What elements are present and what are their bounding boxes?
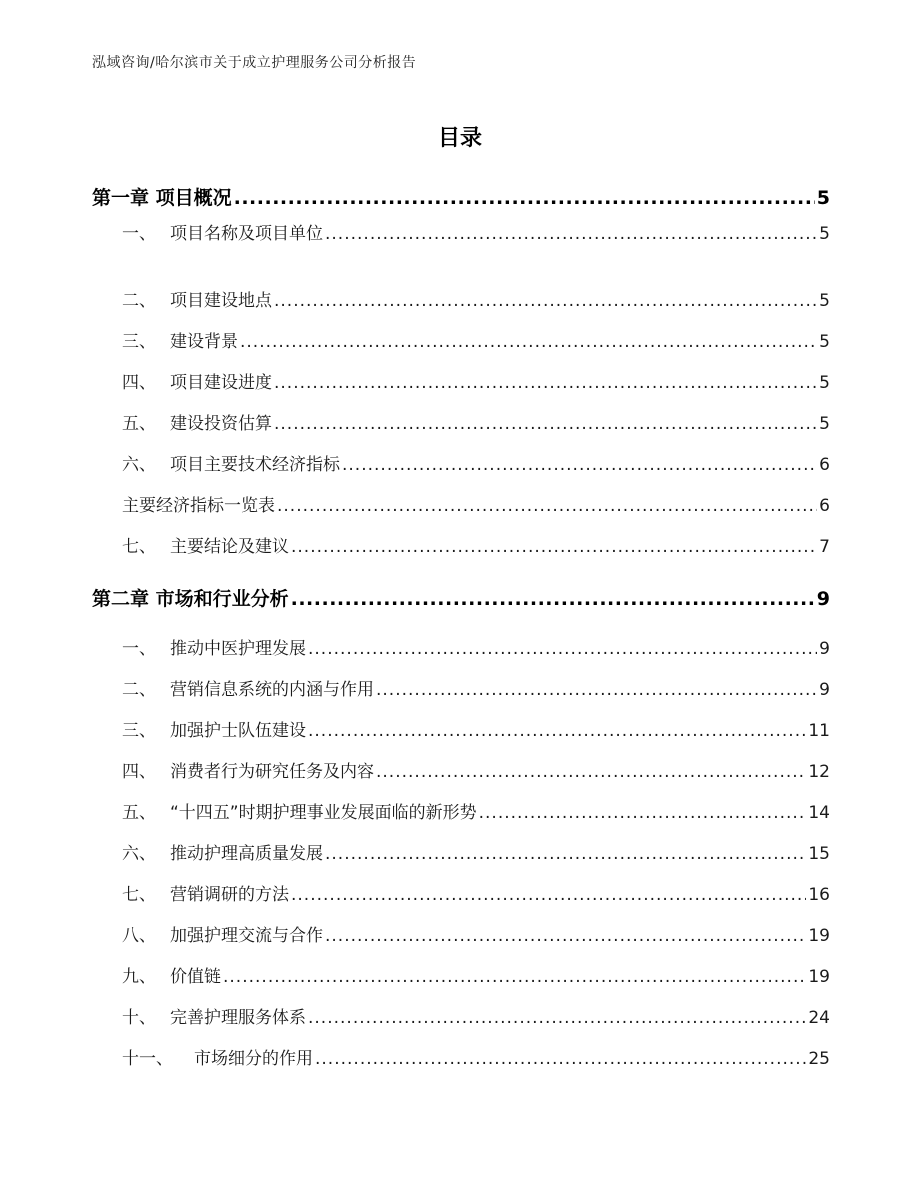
toc-page-number: 19	[808, 967, 830, 987]
toc-section[interactable]	[92, 716, 830, 741]
toc-page-number: 5	[819, 373, 830, 393]
toc-section[interactable]	[92, 219, 830, 244]
toc-section[interactable]	[92, 368, 830, 393]
toc-entry-label: 建设投资估算	[170, 414, 272, 434]
toc-section-number: 二、	[122, 680, 156, 700]
toc-section-number: 六、	[122, 455, 156, 475]
toc-page-number: 24	[808, 1008, 830, 1028]
toc-dot-leader	[325, 224, 817, 244]
toc-page-number: 6	[819, 496, 830, 516]
toc-section[interactable]	[92, 880, 830, 905]
toc-section[interactable]	[92, 1044, 830, 1069]
toc-page-number: 9	[816, 588, 830, 610]
toc-section[interactable]	[92, 634, 830, 659]
toc-page-number: 19	[808, 926, 830, 946]
toc-page-number: 5	[819, 414, 830, 434]
toc-section[interactable]	[92, 798, 830, 823]
toc-section[interactable]	[92, 286, 830, 311]
toc-dot-leader	[274, 414, 817, 434]
toc-entry-label: 推动护理高质量发展	[170, 844, 323, 864]
toc-entry-label: 市场细分的作用	[194, 1049, 313, 1069]
toc-entry-label: 项目名称及项目单位	[170, 224, 323, 244]
toc-table-entry[interactable]	[92, 491, 830, 516]
toc-section-number: 五、	[122, 803, 156, 823]
toc-dot-leader	[277, 496, 817, 516]
toc-dot-leader	[342, 455, 817, 475]
toc-entry-label: 项目主要技术经济指标	[170, 455, 340, 475]
toc-section-number: 七、	[122, 885, 156, 905]
toc-dot-leader	[308, 1008, 806, 1028]
toc-dot-leader	[291, 588, 815, 610]
toc-entry-label: “十四五”时期护理事业发展面临的新形势	[170, 803, 477, 823]
toc-section[interactable]	[92, 327, 830, 352]
toc-page-number: 11	[808, 721, 830, 741]
toc-entry-label: 完善护理服务体系	[170, 1008, 306, 1028]
toc-section[interactable]	[92, 675, 830, 700]
toc-section[interactable]	[92, 757, 830, 782]
toc-page-number: 9	[819, 680, 830, 700]
toc-entry-label: 项目建设地点	[170, 291, 272, 311]
toc-page-number: 12	[808, 762, 830, 782]
toc-section-number: 一、	[122, 639, 156, 659]
toc-section-number: 三、	[122, 332, 156, 352]
toc-page-number: 25	[808, 1049, 830, 1069]
toc-title: 目录	[437, 126, 482, 151]
toc-section-number: 十一、	[122, 1049, 173, 1069]
toc-entry-label: 营销调研的方法	[170, 885, 289, 905]
toc-section[interactable]	[92, 839, 830, 864]
toc-section-number: 七、	[122, 537, 156, 557]
toc-entry-label: 加强护理交流与合作	[170, 926, 323, 946]
toc-entry-label: 营销信息系统的内涵与作用	[170, 680, 374, 700]
toc-dot-leader	[479, 803, 807, 823]
toc-section[interactable]	[92, 409, 830, 434]
running-header: 泓域咨询/哈尔滨市关于成立护理服务公司分析报告	[92, 55, 417, 71]
toc-section-number: 二、	[122, 291, 156, 311]
toc-dot-leader	[234, 187, 815, 209]
toc-dot-leader	[325, 926, 806, 946]
toc-page-number: 7	[819, 537, 830, 557]
toc-dot-leader	[308, 639, 817, 659]
toc-section[interactable]	[92, 921, 830, 946]
toc-page-number: 6	[819, 455, 830, 475]
toc-entry-label: 消费者行为研究任务及内容	[170, 762, 374, 782]
toc-entry-label: 主要经济指标一览表	[122, 496, 275, 516]
toc-entry-label: 主要结论及建议	[170, 537, 289, 557]
toc-section-number: 三、	[122, 721, 156, 741]
toc-page-number: 5	[819, 291, 830, 311]
toc-dot-leader	[376, 762, 806, 782]
toc-section-number: 九、	[122, 967, 156, 987]
toc-dot-leader	[274, 291, 817, 311]
toc-dot-leader	[223, 967, 806, 987]
toc-section[interactable]	[92, 450, 830, 475]
toc-section[interactable]	[92, 962, 830, 987]
toc-entry-label: 第一章 项目概况	[92, 187, 232, 209]
toc-entry-label: 建设背景	[170, 332, 238, 352]
toc-dot-leader	[325, 844, 806, 864]
toc-page-number: 9	[819, 639, 830, 659]
toc-dot-leader	[315, 1049, 806, 1069]
toc-section-number: 五、	[122, 414, 156, 434]
toc-section-number: 四、	[122, 762, 156, 782]
toc-page-number: 16	[808, 885, 830, 905]
toc-entry-label: 价值链	[170, 967, 221, 987]
toc-page-number: 5	[819, 332, 830, 352]
toc-entry-label: 第二章 市场和行业分析	[92, 588, 289, 610]
toc-chapter-2[interactable]	[92, 584, 830, 611]
toc-section-number: 六、	[122, 844, 156, 864]
toc-entry-label: 加强护士队伍建设	[170, 721, 306, 741]
toc-dot-leader	[274, 373, 817, 393]
toc-entry-label: 推动中医护理发展	[170, 639, 306, 659]
toc-section[interactable]	[92, 532, 830, 557]
toc-chapter-1[interactable]	[92, 183, 830, 210]
toc-section-number: 十、	[122, 1008, 156, 1028]
toc-entry-label: 项目建设进度	[170, 373, 272, 393]
toc-page-number: 14	[808, 803, 830, 823]
toc-section-number: 一、	[122, 224, 156, 244]
toc-section-number: 四、	[122, 373, 156, 393]
toc-page-number: 5	[816, 187, 830, 209]
toc-page-number: 5	[819, 224, 830, 244]
toc-dot-leader	[291, 537, 817, 557]
toc-dot-leader	[376, 680, 817, 700]
toc-section-number: 八、	[122, 926, 156, 946]
toc-page-number: 15	[808, 844, 830, 864]
toc-dot-leader	[291, 885, 806, 905]
toc-dot-leader	[240, 332, 817, 352]
toc-section[interactable]	[92, 1003, 830, 1028]
toc-dot-leader	[308, 721, 806, 741]
